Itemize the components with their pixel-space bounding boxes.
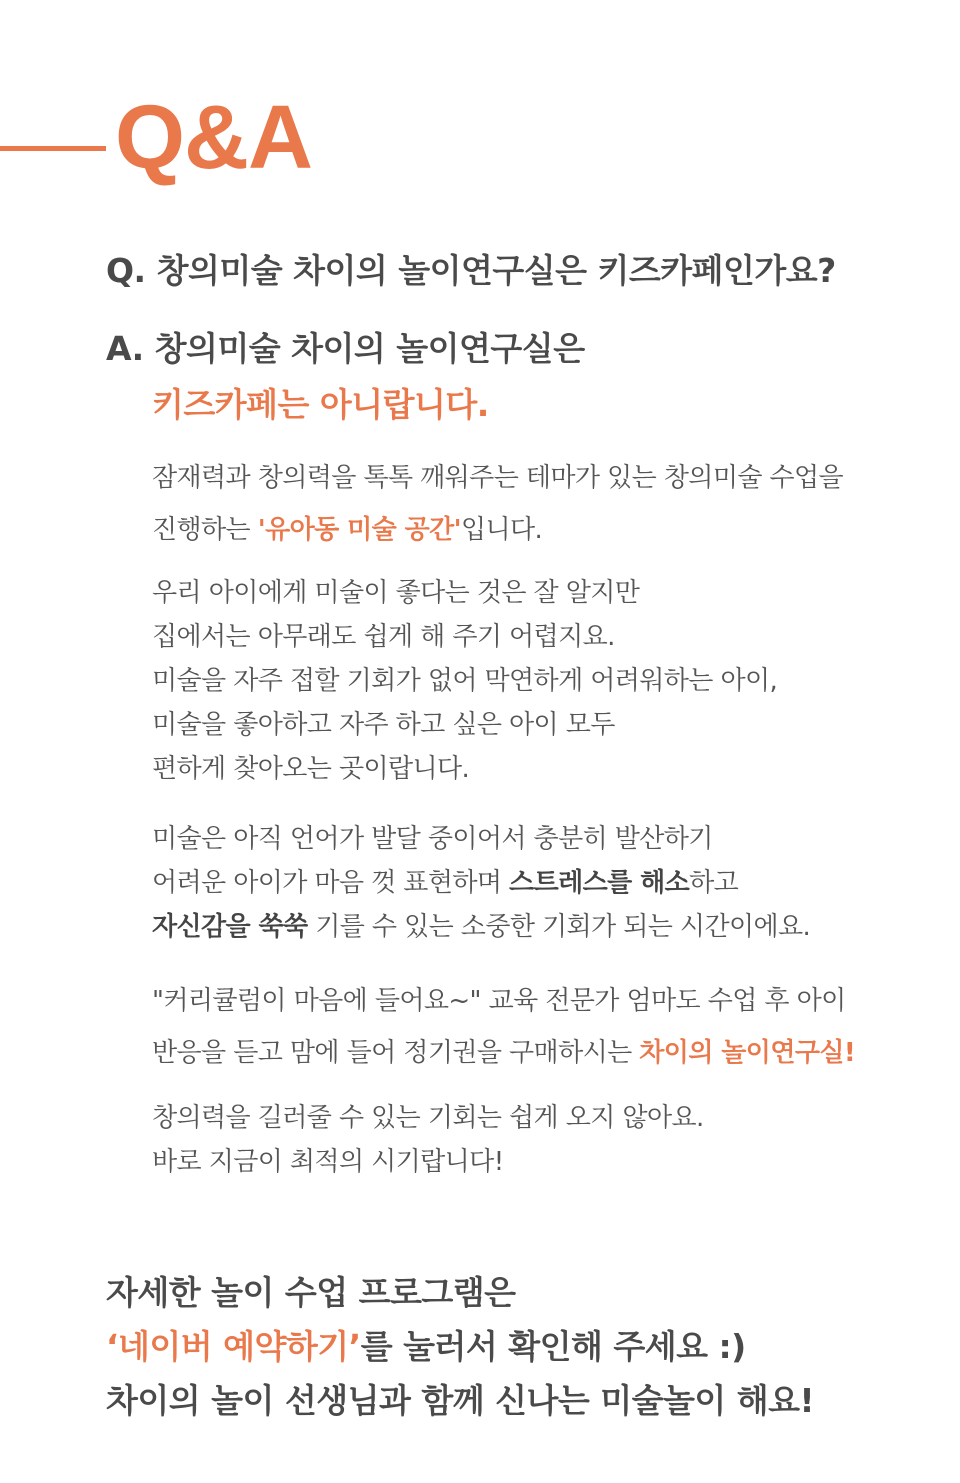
- highlight-space-name: '유아동 미술 공간': [257, 515, 461, 545]
- footer-callout: [106, 1266, 814, 1428]
- paragraph-3-line-2-pre: 어려운 아이가 마음 껏 표현하며: [152, 868, 510, 898]
- paragraph-1-line-1: 잠재력과 창의력을 톡톡 깨워주는 테마가 있는 창의미술 수업을: [152, 463, 844, 493]
- answer-block: [106, 324, 585, 430]
- paragraph-4-line-1: "커리큘럼이 마음에 들어요~" 교육 전문가 엄마도 수업 후 아이: [152, 986, 846, 1016]
- paragraph-4-line-2: [152, 1027, 942, 1079]
- paragraph-3-line-2-post: 하고: [689, 868, 739, 898]
- paragraph-1-line-2-post: 입니다.: [460, 515, 543, 545]
- highlight-lab-name: 차이의 놀이연구실!: [639, 1038, 856, 1068]
- naver-booking-highlight: ‘네이버 예약하기’: [106, 1327, 361, 1366]
- paragraph-1-line-2: [152, 504, 942, 556]
- paragraph-1-line-2-pre: 진행하는: [152, 515, 258, 545]
- paragraph-4-line-2-pre: 반응을 듣고 맘에 들어 정기권을 구매하시는: [152, 1038, 640, 1068]
- paragraph-3: [152, 817, 942, 949]
- bold-stress-relief: 스트레스를 해소: [509, 868, 690, 898]
- footer-line-1: 자세한 놀이 수업 프로그램은: [106, 1273, 516, 1312]
- paragraph-3-line-3: [152, 905, 942, 949]
- question-text: Q. 창의미술 차이의 놀이연구실은 키즈카페인가요?: [106, 251, 836, 290]
- answer-line-2: 키즈카페는 아니랍니다.: [152, 385, 489, 424]
- paragraph-2-line: 미술을 좋아하고 자주 하고 싶은 아이 모두: [152, 710, 615, 740]
- paragraph-3-line-2: [152, 861, 942, 905]
- qa-header: [0, 88, 960, 188]
- footer-line-2-post: 를 눌러서 확인해 주세요 :): [360, 1327, 746, 1366]
- paragraph-5-line-2: 바로 지금이 최적의 시기랍니다!: [152, 1147, 504, 1177]
- header-title: Q&A: [115, 88, 312, 188]
- paragraph-2-line: 편하게 찾아오는 곳이랍니다.: [152, 754, 470, 784]
- paragraph-2-line: 미술을 자주 접할 기회가 없어 막연하게 어려워하는 아이,: [152, 666, 778, 696]
- footer-line-2: [106, 1320, 814, 1374]
- paragraph-5: [152, 1096, 942, 1184]
- paragraph-2: [152, 571, 942, 791]
- paragraph-5-line-1: 창의력을 길러줄 수 있는 기회는 쉽게 오지 않아요.: [152, 1103, 704, 1133]
- paragraph-2-line: 우리 아이에게 미술이 좋다는 것은 잘 알지만: [152, 578, 640, 608]
- header-accent-line: [0, 146, 106, 151]
- footer-line-3: 차이의 놀이 선생님과 함께 신나는 미술놀이 해요!: [106, 1381, 815, 1420]
- answer-line-1: A. 창의미술 차이의 놀이연구실은: [106, 329, 585, 368]
- paragraph-1: [152, 452, 942, 556]
- paragraph-4: [152, 975, 942, 1079]
- bold-confidence: 자신감을 쑥쑥: [152, 912, 308, 942]
- paragraph-2-line: 집에서는 아무래도 쉽게 해 주기 어렵지요.: [152, 622, 615, 652]
- paragraph-3-line-3-post: 기를 수 있는 소중한 기회가 되는 시간이에요.: [307, 912, 811, 942]
- paragraph-3-line-1: 미술은 아직 언어가 발달 중이어서 충분히 발산하기: [152, 824, 713, 854]
